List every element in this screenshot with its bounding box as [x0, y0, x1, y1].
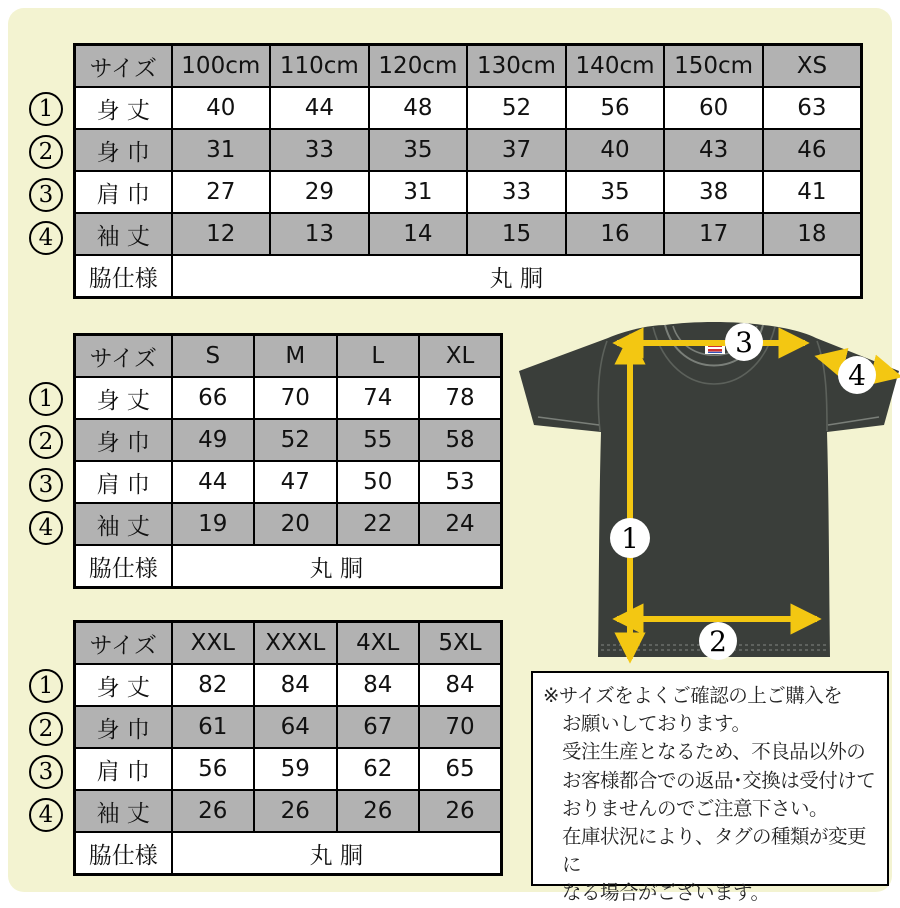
row-marker-4 — [29, 221, 63, 255]
size-cell: 17 — [664, 213, 763, 255]
column-header: 110cm — [270, 45, 369, 88]
size-cell: 65 — [419, 748, 502, 790]
size-cell: 12 — [172, 213, 271, 255]
size-cell: 48 — [369, 87, 468, 129]
column-header: 140cm — [566, 45, 665, 88]
size-cell: 14 — [369, 213, 468, 255]
size-cell: 26 — [254, 790, 337, 832]
row-label: 身 丈 — [75, 87, 172, 129]
size-cell: 19 — [172, 503, 255, 545]
size-cell: 26 — [337, 790, 420, 832]
row-marker-1 — [29, 92, 63, 126]
size-cell: 37 — [467, 129, 566, 171]
row-marker-label: 1 — [38, 96, 54, 122]
size-cell: 59 — [254, 748, 337, 790]
size-cell: 33 — [270, 129, 369, 171]
size-cell: 22 — [337, 503, 420, 545]
table-footer-row — [75, 545, 502, 588]
measure-marker-3 — [725, 323, 763, 361]
notice-line: なる場合がございます。 — [562, 881, 770, 905]
table-row — [75, 461, 502, 503]
size-cell: 64 — [254, 706, 337, 748]
size-cell: 70 — [254, 377, 337, 419]
row-label: 身 巾 — [75, 129, 172, 171]
size-cell: 24 — [419, 503, 502, 545]
size-cell: 44 — [270, 87, 369, 129]
column-header: XS — [763, 45, 862, 88]
row-marker-1 — [29, 382, 63, 416]
notice-box — [531, 671, 889, 905]
measure-marker-4 — [838, 356, 876, 394]
size-cell: 29 — [270, 171, 369, 213]
side-spec-value: 丸 胴 — [172, 545, 502, 588]
row-marker-label: 2 — [38, 716, 54, 742]
table-row — [75, 377, 502, 419]
side-spec-value: 丸 胴 — [172, 255, 862, 298]
size-cell: 70 — [419, 706, 502, 748]
table-row — [75, 503, 502, 545]
table-row — [75, 87, 862, 129]
row-label: 袖 丈 — [75, 503, 172, 545]
size-cell: 44 — [172, 461, 255, 503]
notice-line: ※サイズをよくご確認の上ご購入を — [543, 684, 843, 707]
table-row — [75, 171, 862, 213]
size-cell: 58 — [419, 419, 502, 461]
size-cell: 47 — [254, 461, 337, 503]
table-header-row — [75, 622, 502, 665]
column-header: 150cm — [664, 45, 763, 88]
size-cell: 78 — [419, 377, 502, 419]
row-label: 脇仕様 — [75, 545, 172, 588]
notice-line: 受注生産となるため、不良品以外の — [562, 740, 866, 764]
row-label: 脇仕様 — [75, 255, 172, 298]
table-row — [75, 790, 502, 832]
size-cell: 67 — [337, 706, 420, 748]
size-cell: 31 — [172, 129, 271, 171]
table-row — [75, 706, 502, 748]
row-label: 肩 巾 — [75, 171, 172, 213]
size-cell: 63 — [763, 87, 862, 129]
size-cell: 13 — [270, 213, 369, 255]
column-header: 120cm — [369, 45, 468, 88]
table-row — [75, 664, 502, 706]
row-marker-label: 4 — [38, 225, 54, 251]
table-header-row — [75, 45, 862, 88]
size-cell: 50 — [337, 461, 420, 503]
size-table-adult — [73, 333, 503, 589]
measure-label: 3 — [735, 326, 753, 359]
row-marker-1 — [29, 669, 63, 703]
row-label: 身 丈 — [75, 664, 172, 706]
column-header: XXXL — [254, 622, 337, 665]
size-cell: 84 — [419, 664, 502, 706]
row-marker-2 — [29, 135, 63, 169]
row-marker-3 — [29, 178, 63, 212]
size-cell: 46 — [763, 129, 862, 171]
row-marker-label: 4 — [38, 515, 54, 541]
measure-marker-2 — [699, 622, 737, 660]
size-cell: 52 — [254, 419, 337, 461]
row-label: 袖 丈 — [75, 213, 172, 255]
size-cell: 56 — [172, 748, 255, 790]
row-marker-label: 4 — [38, 802, 54, 828]
row-marker-label: 1 — [38, 386, 54, 412]
row-marker-label: 3 — [38, 759, 54, 785]
row-marker-3 — [29, 755, 63, 789]
size-cell: 53 — [419, 461, 502, 503]
size-cell: 31 — [369, 171, 468, 213]
size-cell: 15 — [467, 213, 566, 255]
tshirt-measurement-diagram — [513, 313, 900, 668]
size-cell: 41 — [763, 171, 862, 213]
row-marker-4 — [29, 798, 63, 832]
row-label: 袖 丈 — [75, 790, 172, 832]
size-cell: 84 — [337, 664, 420, 706]
notice-line: お願いしております。 — [562, 712, 751, 736]
row-marker-label: 1 — [38, 673, 54, 699]
side-spec-value: 丸 胴 — [172, 832, 502, 875]
row-label: 脇仕様 — [75, 832, 172, 875]
column-header: L — [337, 335, 420, 378]
column-header: サイズ — [75, 335, 172, 378]
row-label: 肩 巾 — [75, 461, 172, 503]
size-table-kids — [73, 43, 863, 299]
size-cell: 61 — [172, 706, 255, 748]
column-header: 5XL — [419, 622, 502, 665]
size-cell: 55 — [337, 419, 420, 461]
row-marker-3 — [29, 468, 63, 502]
measure-label: 4 — [848, 359, 866, 392]
row-marker-2 — [29, 712, 63, 746]
size-table-big — [73, 620, 503, 876]
measure-marker-1 — [610, 518, 650, 558]
size-cell: 49 — [172, 419, 255, 461]
column-header: XXL — [172, 622, 255, 665]
notice-line: 在庫状況により、タグの種類が変更に — [562, 825, 867, 877]
measure-label: 1 — [621, 522, 639, 555]
size-cell: 52 — [467, 87, 566, 129]
column-header: サイズ — [75, 45, 172, 88]
row-marker-label: 2 — [38, 429, 54, 455]
row-marker-2 — [29, 425, 63, 459]
table-footer-row — [75, 255, 862, 298]
size-cell: 40 — [566, 129, 665, 171]
size-cell: 27 — [172, 171, 271, 213]
size-cell: 20 — [254, 503, 337, 545]
size-cell: 35 — [566, 171, 665, 213]
size-cell: 66 — [172, 377, 255, 419]
size-cell: 40 — [172, 87, 271, 129]
table-row — [75, 213, 862, 255]
row-marker-label: 3 — [38, 182, 54, 208]
row-label: 身 巾 — [75, 706, 172, 748]
table-row — [75, 748, 502, 790]
table-row — [75, 419, 502, 461]
row-label: 肩 巾 — [75, 748, 172, 790]
table-header-row — [75, 335, 502, 378]
size-cell: 16 — [566, 213, 665, 255]
row-label: 身 丈 — [75, 377, 172, 419]
row-marker-label: 2 — [38, 139, 54, 165]
size-cell: 26 — [419, 790, 502, 832]
size-cell: 60 — [664, 87, 763, 129]
size-cell: 38 — [664, 171, 763, 213]
size-cell: 43 — [664, 129, 763, 171]
row-label: 身 巾 — [75, 419, 172, 461]
column-header: XL — [419, 335, 502, 378]
notice-line: おりませんのでご注意下さい。 — [562, 796, 829, 820]
size-cell: 26 — [172, 790, 255, 832]
column-header: 100cm — [172, 45, 271, 88]
table-footer-row — [75, 832, 502, 875]
size-cell: 62 — [337, 748, 420, 790]
table-row — [75, 129, 862, 171]
row-marker-4 — [29, 511, 63, 545]
size-cell: 74 — [337, 377, 420, 419]
size-cell: 82 — [172, 664, 255, 706]
column-header: 4XL — [337, 622, 420, 665]
size-cell: 56 — [566, 87, 665, 129]
row-marker-label: 3 — [38, 472, 54, 498]
measure-label: 2 — [709, 625, 727, 658]
column-header: 130cm — [467, 45, 566, 88]
column-header: M — [254, 335, 337, 378]
background — [8, 8, 892, 905]
notice-line: お客様都合での返品･交換は受付けて — [562, 768, 876, 792]
size-cell: 18 — [763, 213, 862, 255]
size-cell: 84 — [254, 664, 337, 706]
size-cell: 33 — [467, 171, 566, 213]
column-header: S — [172, 335, 255, 378]
size-cell: 35 — [369, 129, 468, 171]
column-header: サイズ — [75, 622, 172, 665]
